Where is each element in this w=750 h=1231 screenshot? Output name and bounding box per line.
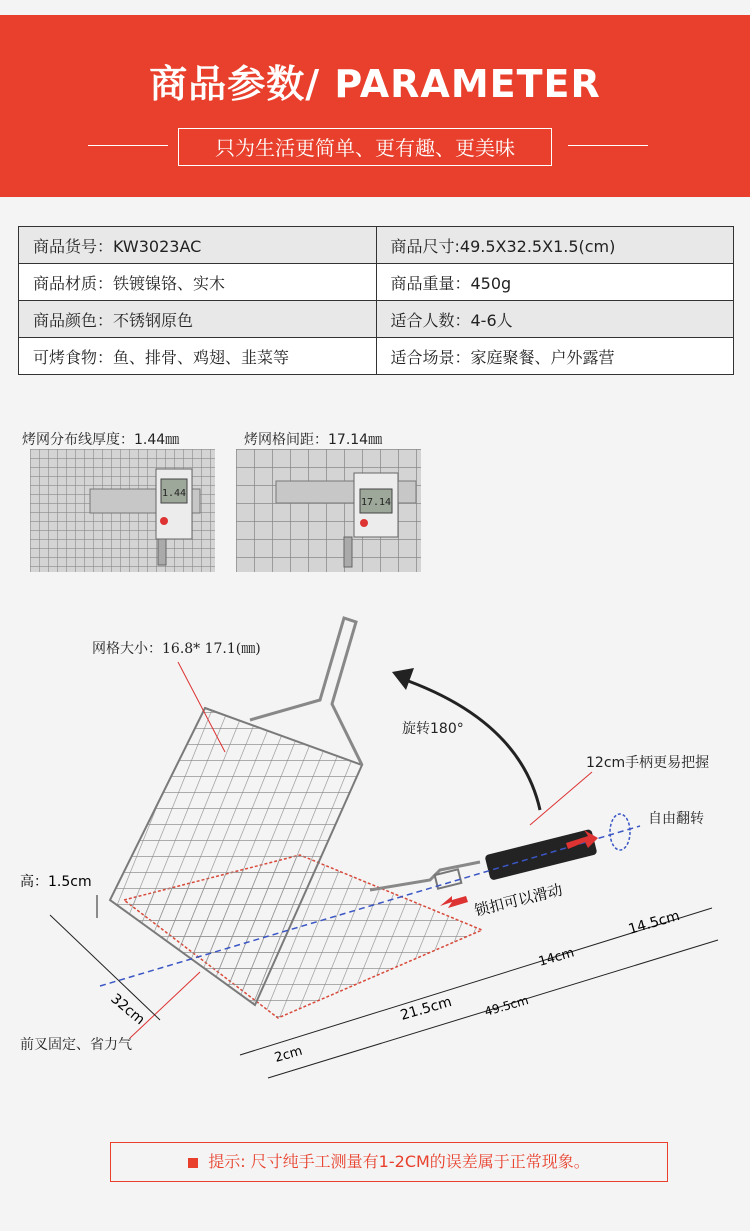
dim-label-c: 14.5cm	[626, 907, 682, 938]
height-label: 高：1.5cm	[20, 874, 92, 890]
photo-caption-thickness: 烤网分布线厚度：1.44㎜	[22, 432, 180, 448]
flip-label: 自由翻转	[648, 811, 704, 827]
divider-left	[88, 145, 168, 146]
table-row	[19, 338, 734, 375]
slide-arrow-left-icon	[440, 896, 468, 908]
table-cell: 商品材质：铁镀镍铬、实木	[19, 264, 377, 301]
dim-label-b: 14cm	[536, 945, 577, 970]
table-cell: 商品重量：450g	[376, 264, 734, 301]
dim-label-d: 2cm	[272, 1043, 305, 1066]
caliper-reading: 17.14	[360, 497, 392, 508]
grid-size-label: 网格大小：16.8* 17.1(㎜)	[92, 641, 261, 657]
table-cell: 商品尺寸:49.5X32.5X1.5(cm)	[376, 227, 734, 264]
page-title: 商品参数/ PARAMETER	[149, 62, 601, 106]
dimension-line	[50, 915, 160, 1020]
grill-diagram	[0, 600, 750, 1120]
notice-box	[110, 1142, 668, 1182]
rotate-arrow	[400, 678, 540, 810]
handle-rod	[370, 862, 480, 890]
dim-label-total: 49.5cm	[482, 993, 531, 1019]
table-row	[19, 264, 734, 301]
bullet-square-icon	[188, 1158, 198, 1168]
divider-right	[568, 145, 648, 146]
parameter-table	[18, 226, 734, 375]
dim-label-a: 21.5cm	[398, 993, 454, 1024]
caliper-photo-thickness	[30, 449, 215, 572]
table-row	[19, 301, 734, 338]
table-cell: 适合场景：家庭聚餐、户外露营	[376, 338, 734, 375]
notice-text: 提示: 尺寸纯手工测量有1-2CM的误差属于正常现象。	[208, 1152, 590, 1171]
lock-label: 锁扣可以滑动	[472, 880, 565, 920]
rotate-label: 旋转180°	[402, 721, 464, 737]
arrow-head-icon	[392, 668, 414, 690]
fork-label: 前叉固定、省力气	[20, 1037, 132, 1053]
width-label: 32cm	[107, 990, 148, 1029]
handle-label: 12cm手柄更易把握	[586, 755, 710, 771]
caliper-photo-spacing	[236, 449, 421, 572]
caliper-reading: 1.44	[161, 488, 187, 499]
table-cell: 适合人数：4-6人	[376, 301, 734, 338]
table-cell: 商品货号：KW3023AC	[19, 227, 377, 264]
photo-caption-spacing: 烤网格间距：17.14㎜	[244, 432, 383, 448]
table-cell: 商品颜色：不锈钢原色	[19, 301, 377, 338]
table-cell: 可烤食物：鱼、排骨、鸡翅、韭菜等	[19, 338, 377, 375]
table-row	[19, 227, 734, 264]
pointer-line	[530, 772, 592, 825]
header-banner	[0, 15, 750, 197]
pointer-line	[130, 972, 200, 1038]
subtitle: 只为生活更简单、更有趣、更美味	[178, 128, 552, 166]
